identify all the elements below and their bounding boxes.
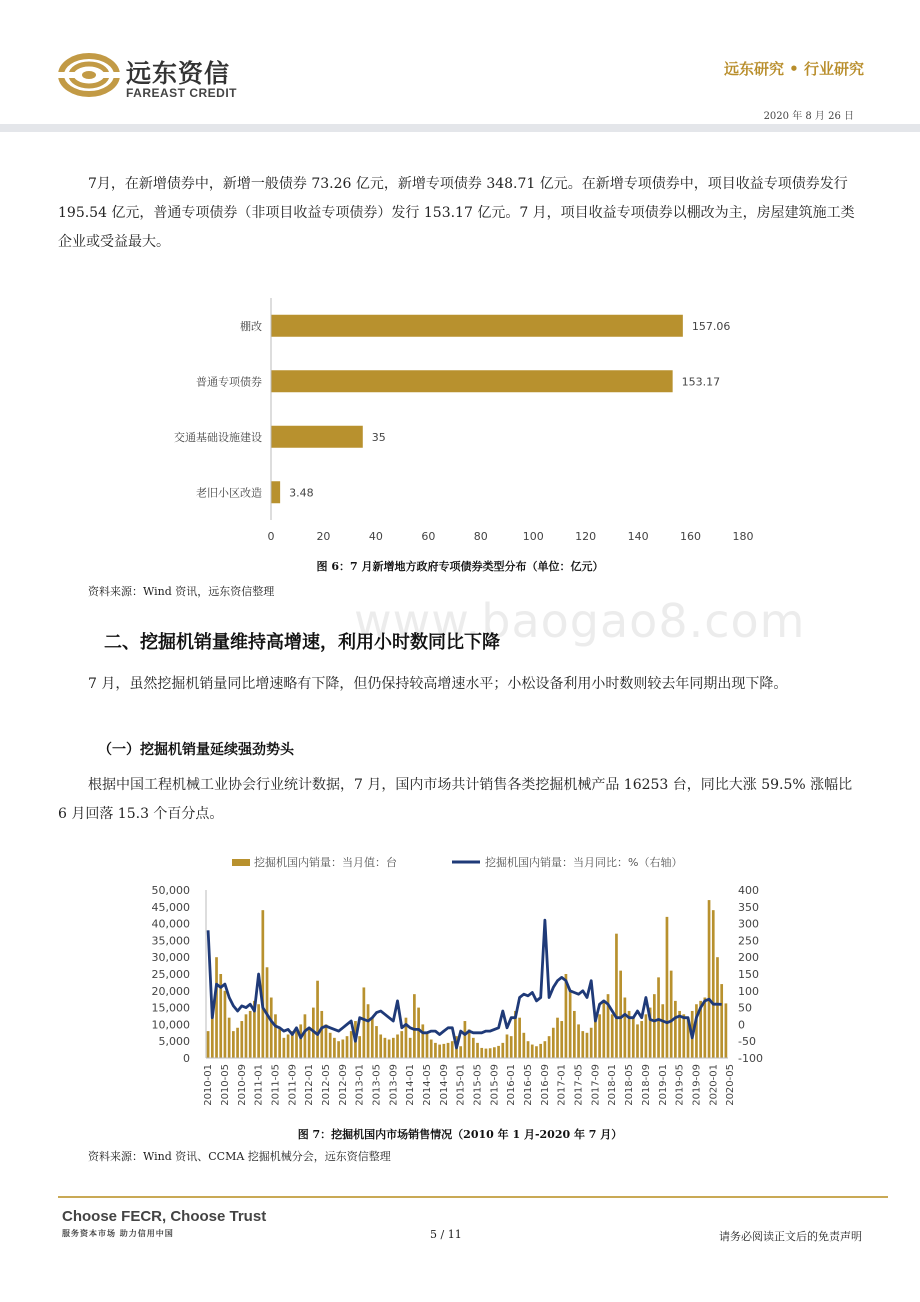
chart2-sales-bar <box>274 1014 277 1058</box>
chart2-x-tick-label: 2019-09 <box>691 1064 703 1106</box>
brand-name-en: FAREAST CREDIT <box>126 86 238 100</box>
chart2-sales-bar <box>653 994 656 1058</box>
chart2-sales-bar <box>308 1028 311 1058</box>
chart1-x-tick-label: 40 <box>368 530 383 543</box>
chart2-sales-bar <box>287 1034 290 1058</box>
chart1-x-tick-label: 180 <box>732 530 754 543</box>
chart2-sales-bar <box>417 1008 420 1058</box>
chart2-sales-bar <box>703 998 706 1058</box>
chart1-x-tick-label: 140 <box>627 530 649 543</box>
chart1-x-tick-label: 120 <box>575 530 597 543</box>
footer-slogan: Choose FECR, Choose Trust <box>62 1208 267 1225</box>
chart2-x-tick-label: 2019-05 <box>674 1064 686 1106</box>
chart2-sales-bar <box>363 987 366 1058</box>
chart2-x-tick-label: 2010-09 <box>236 1064 248 1106</box>
chart1-value-label: 35 <box>371 430 386 444</box>
chart2-sales-bar <box>257 1004 260 1058</box>
footer-disclaimer: 请务必阅读正文后的免责声明 <box>719 1230 862 1243</box>
chart2-left-tick-label: 45,000 <box>151 900 190 914</box>
footer-divider <box>58 1196 888 1198</box>
chart2-sales-bar <box>472 1038 475 1058</box>
chart2-x-tick-label: 2017-09 <box>590 1064 602 1106</box>
chart2-sales-bar <box>430 1040 433 1058</box>
chart2-x-tick-label: 2020-01 <box>708 1064 720 1106</box>
chart2-sales-bar <box>341 1040 344 1058</box>
chart2-sales-bar <box>485 1049 488 1058</box>
chart2-sales-bar <box>531 1045 534 1058</box>
chart2-sales-bar <box>611 1014 614 1058</box>
chart2-sales-bar <box>501 1043 504 1058</box>
chart2-sales-bar <box>619 971 622 1058</box>
chart2-sales-bar <box>476 1043 479 1058</box>
chart2-sales-bar <box>666 917 669 1058</box>
chart2-right-tick-label: 400 <box>738 884 759 897</box>
chart2-sales-bar <box>560 1021 563 1058</box>
chart2-sales-bar <box>552 1028 555 1058</box>
chart2-left-tick-label: 20,000 <box>151 984 190 998</box>
chart2-x-tick-label: 2017-01 <box>556 1064 568 1106</box>
chart2-sales-bar <box>215 957 218 1058</box>
special-bond-type-bar-chart <box>150 288 770 550</box>
chart2-sales-bar <box>535 1046 538 1058</box>
chart2-sales-bar <box>278 1028 281 1058</box>
chart2-right-tick-label: 300 <box>738 917 759 931</box>
chart2-sales-bar <box>678 1011 681 1058</box>
chart2-left-tick-label: 5,000 <box>158 1035 190 1049</box>
chart2-x-tick-label: 2013-05 <box>371 1064 383 1106</box>
chart2-right-tick-label: 50 <box>738 1001 752 1015</box>
chart2-sales-bar <box>375 1026 378 1058</box>
chart2-sales-bar <box>384 1038 387 1058</box>
chart2-sales-bar <box>245 1014 248 1058</box>
chart2-sales-bar <box>682 1014 685 1058</box>
chart2-right-tick-label: -100 <box>738 1052 763 1065</box>
chart2-sales-bar <box>295 1029 298 1058</box>
report-date: 2020 年 8 月 26 日 <box>763 111 854 122</box>
header-divider <box>0 124 920 132</box>
chart2-sales-bar <box>645 1014 648 1058</box>
chart1-bar <box>271 426 363 448</box>
chart1-category-label: 棚改 <box>240 319 262 333</box>
chart2-sales-bar <box>261 910 264 1058</box>
chart2-sales-bar <box>249 1011 252 1058</box>
chart2-left-tick-label: 15,000 <box>151 1001 190 1015</box>
chart2-x-tick-label: 2013-01 <box>354 1064 366 1106</box>
chart2-sales-bar <box>434 1043 437 1058</box>
chart2-sales-bar <box>657 977 660 1058</box>
chart2-sales-bar <box>708 900 711 1058</box>
chart2-sales-bar <box>510 1036 513 1058</box>
chart2-sales-bar <box>426 1033 429 1058</box>
excavator-sales-combo-chart <box>140 848 790 1116</box>
chart1-x-tick-label: 80 <box>473 530 488 543</box>
chart2-sales-bar <box>661 1004 664 1058</box>
paragraph-bond-issuance: 7月，在新增债券中，新增一般债券 73.26 亿元，新增专项债券 348.71 亿元。在新增专项债券中，项目收益专项债券发行 195.54 亿元，普通专项债券（非项目收益专项债券）发行 153.17 亿元。7 月，项目收益专项债券以棚改为主，房屋建筑施工类企业或受益最大。 <box>58 176 855 250</box>
chart2-sales-bar <box>716 957 719 1058</box>
chart2-right-tick-label: 350 <box>738 900 759 914</box>
footer-subslogan: 服务资本市场 助力信用中国 <box>62 1229 174 1238</box>
chart2-sales-bar <box>636 1024 639 1058</box>
chart2-x-tick-label: 2012-09 <box>337 1064 349 1106</box>
chart2-x-tick-label: 2016-01 <box>506 1064 518 1106</box>
chart2-x-tick-label: 2011-05 <box>270 1064 282 1106</box>
watermark-text: www.baogao8.com <box>354 594 806 648</box>
chart2-sales-bar <box>396 1034 399 1058</box>
chart2-sales-bar <box>497 1046 500 1058</box>
chart2-sales-bar <box>451 1041 454 1058</box>
chart2-sales-bar <box>480 1048 483 1058</box>
chart2-x-tick-label: 2014-01 <box>405 1064 417 1106</box>
chart2-right-tick-label: -50 <box>738 1035 756 1049</box>
chart2-sales-bar <box>333 1038 336 1058</box>
chart2-sales-bar <box>232 1031 235 1058</box>
chart2-sales-bar <box>624 998 627 1058</box>
chart2-sales-bar <box>421 1024 424 1058</box>
chart2-sales-bar <box>615 934 618 1058</box>
chart1-bar <box>271 481 280 503</box>
chart2-sales-bar <box>548 1036 551 1058</box>
chart2-sales-bar <box>518 1018 521 1058</box>
chart2-sales-bar <box>371 1018 374 1058</box>
chart2-x-tick-label: 2016-09 <box>539 1064 551 1106</box>
chart2-left-tick-label: 50,000 <box>151 884 190 897</box>
chart2-sales-bar <box>594 1021 597 1058</box>
chart2-sales-bar <box>304 1014 307 1058</box>
paragraph-excavator-summary: 7 月，虽然挖掘机销量同比增速略有下降，但仍保持较高增速水平；小松设备利用小时数则较去年同期出现下降。 <box>88 676 788 692</box>
chart2-sales-bar <box>586 1033 589 1058</box>
chart2-sales-bar <box>670 971 673 1058</box>
chart2-sales-bar <box>358 1036 361 1058</box>
chart2-sales-bar <box>489 1048 492 1058</box>
chart2-x-tick-label: 2011-09 <box>287 1064 299 1106</box>
chart2-sales-bar <box>577 1024 580 1058</box>
chart2-sales-bar <box>283 1038 286 1058</box>
chart2-sales-bar <box>240 1021 243 1058</box>
legend-yoy: 挖掘机国内销量：当月同比：%（右轴） <box>485 856 683 869</box>
figure6-caption: 图 6：7 月新增地方政府专项债券类型分布（单位：亿元） <box>316 560 604 573</box>
chart2-sales-bar <box>320 1011 323 1058</box>
chart2-x-tick-label: 2010-05 <box>219 1064 231 1106</box>
chart2-sales-bar <box>602 1001 605 1058</box>
chart2-sales-bar <box>379 1034 382 1058</box>
chart2-x-tick-label: 2015-09 <box>489 1064 501 1106</box>
section-heading: 二、挖掘机销量维持高增速，利用小时数同比下降 <box>104 632 500 653</box>
chart2-left-tick-label: 25,000 <box>151 968 190 981</box>
page-number: 5 / 11 <box>430 1228 462 1241</box>
chart2-right-tick-label: 100 <box>738 984 759 998</box>
chart2-sales-bar <box>337 1041 340 1058</box>
chart2-left-tick-label: 30,000 <box>151 951 190 965</box>
chart2-sales-bar <box>400 1031 403 1058</box>
chart2-sales-bar <box>539 1044 542 1058</box>
chart2-sales-bar <box>299 1024 302 1058</box>
chart2-left-tick-label: 10,000 <box>151 1018 190 1032</box>
chart2-sales-bar <box>228 1018 231 1058</box>
chart2-sales-bar <box>640 1021 643 1058</box>
chart2-x-tick-label: 2018-05 <box>624 1064 636 1106</box>
chart2-sales-bar <box>527 1041 530 1058</box>
chart2-x-tick-label: 2015-01 <box>455 1064 467 1106</box>
chart1-category-label: 交通基础设施建设 <box>174 430 262 444</box>
chart2-sales-bar <box>632 1018 635 1058</box>
chart1-x-tick-label: 60 <box>421 530 436 543</box>
chart2-x-tick-label: 2014-05 <box>422 1064 433 1106</box>
chart2-sales-bar <box>325 1024 328 1058</box>
chart2-left-tick-label: 35,000 <box>151 934 190 948</box>
paragraph-excavator-sales: 根据中国工程机械工业协会行业统计数据，7 月，国内市场共计销售各类挖掘机械产品 16253 台，同比大涨 59.5% 涨幅比 6 月回落 15.3 个百分点。 <box>58 777 853 822</box>
report-section-label: 远东研究 • 行业研究 <box>723 60 864 78</box>
chart2-left-tick-label: 40,000 <box>151 917 190 931</box>
subsection-heading: （一）挖掘机销量延续强劲势头 <box>98 742 294 758</box>
chart2-right-tick-label: 150 <box>738 968 759 981</box>
chart1-category-label: 普通专项债券 <box>196 375 262 389</box>
legend-bar-swatch-icon <box>232 859 250 866</box>
chart2-sales-bar <box>438 1045 441 1058</box>
chart2-x-tick-label: 2020-05 <box>725 1064 737 1106</box>
chart2-x-tick-label: 2017-05 <box>573 1064 585 1106</box>
chart2-sales-bar <box>236 1028 239 1058</box>
chart2-x-tick-label: 2018-09 <box>640 1064 652 1106</box>
chart2-sales-bar <box>674 1001 677 1058</box>
brand-name-cn: 远东资信 <box>126 59 231 88</box>
chart2-sales-bar <box>413 994 416 1058</box>
chart2-x-tick-label: 2010-01 <box>203 1064 215 1106</box>
figure7-source: 资料来源：Wind 资讯、CCMA 挖掘机械分会，远东资信整理 <box>88 1150 391 1163</box>
chart2-sales-bar <box>522 1033 525 1058</box>
chart2-sales-bar <box>590 1028 593 1058</box>
figure7-caption: 图 7：挖掘机国内市场销售情况（2010 年 1 月-2020 年 7 月） <box>297 1128 623 1141</box>
chart2-x-tick-label: 2012-05 <box>321 1064 332 1106</box>
chart2-sales-bar <box>493 1047 496 1058</box>
chart2-sales-bar <box>442 1044 445 1058</box>
chart2-x-tick-label: 2013-09 <box>388 1064 400 1106</box>
chart2-sales-bar <box>409 1038 412 1058</box>
chart2-sales-bar <box>392 1038 395 1058</box>
chart2-sales-bar <box>573 1011 576 1058</box>
legend-sales: 挖掘机国内销量：当月值：台 <box>254 856 397 869</box>
chart2-sales-bar <box>569 991 572 1058</box>
fareast-credit-logo-icon <box>58 52 120 98</box>
chart2-sales-bar <box>598 1014 601 1058</box>
chart2-sales-bar <box>459 1046 462 1058</box>
chart1-x-tick-label: 100 <box>522 530 544 543</box>
chart2-sales-bar <box>447 1043 450 1058</box>
chart1-x-tick-label: 0 <box>267 530 275 543</box>
figure6-source: 资料来源：Wind 资讯，远东资信整理 <box>88 585 275 598</box>
chart2-left-tick-label: 0 <box>183 1052 190 1065</box>
chart2-sales-bar <box>224 991 227 1058</box>
chart2-sales-bar <box>468 1029 471 1058</box>
chart2-sales-bar <box>544 1041 547 1058</box>
chart2-sales-bar <box>464 1021 467 1058</box>
chart2-right-tick-label: 0 <box>738 1018 745 1032</box>
chart1-x-tick-label: 20 <box>316 530 331 543</box>
chart2-sales-bar <box>207 1031 210 1058</box>
chart2-x-tick-label: 2011-01 <box>253 1064 265 1106</box>
chart2-sales-bar <box>556 1018 559 1058</box>
chart2-sales-bar <box>506 1034 509 1058</box>
chart1-value-label: 157.06 <box>691 319 731 333</box>
chart2-sales-bar <box>712 910 715 1058</box>
chart2-x-tick-label: 2016-05 <box>523 1064 534 1106</box>
chart2-sales-bar <box>388 1040 391 1058</box>
chart2-x-tick-label: 2018-01 <box>607 1064 619 1106</box>
chart1-category-label: 老旧小区改造 <box>196 486 262 500</box>
chart2-sales-bar <box>316 981 319 1058</box>
chart2-right-tick-label: 250 <box>738 934 759 948</box>
chart2-sales-bar <box>367 1004 370 1058</box>
chart2-sales-bar <box>346 1036 349 1058</box>
chart2-sales-bar <box>725 1003 728 1058</box>
chart2-sales-bar <box>581 1031 584 1058</box>
chart2-sales-bar <box>720 984 723 1058</box>
chart2-x-tick-label: 2012-01 <box>304 1064 316 1106</box>
chart1-bar <box>271 315 683 337</box>
chart1-value-label: 3.48 <box>289 486 314 500</box>
chart2-sales-bar <box>329 1033 332 1058</box>
chart2-x-tick-label: 2019-01 <box>657 1064 669 1106</box>
chart1-bar <box>271 370 673 392</box>
chart2-x-tick-label: 2015-05 <box>472 1064 484 1106</box>
chart2-right-tick-label: 200 <box>738 951 759 965</box>
chart2-x-tick-label: 2014-09 <box>438 1064 450 1106</box>
chart1-value-label: 153.17 <box>681 375 721 389</box>
chart2-sales-bar <box>350 1031 353 1058</box>
chart2-sales-bar <box>270 998 273 1058</box>
chart1-x-tick-label: 160 <box>680 530 702 543</box>
